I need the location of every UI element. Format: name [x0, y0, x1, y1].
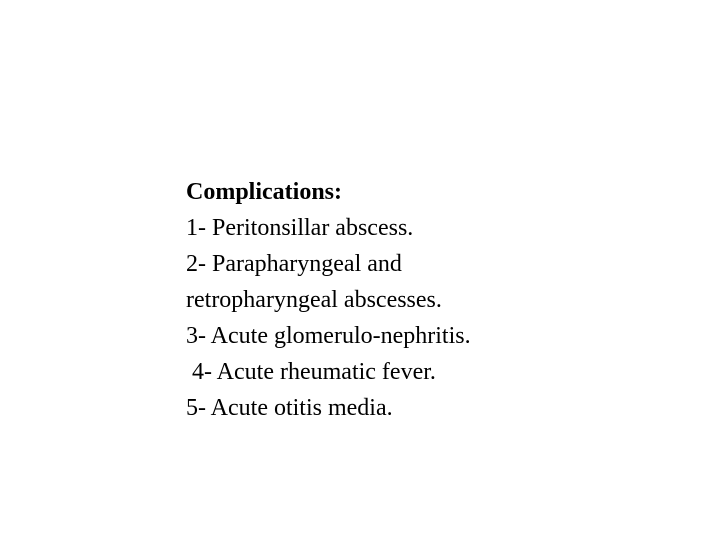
slide-heading: Complications:	[186, 179, 342, 205]
list-item: 1- Peritonsillar abscess.	[186, 215, 414, 241]
list-item: 5- Acute otitis media.	[186, 395, 393, 421]
slide-content	[186, 174, 686, 426]
list-item: 3- Acute glomerulo-nephritis.	[186, 323, 471, 349]
list-item: 2- Parapharyngeal and	[186, 251, 402, 277]
list-item: retropharyngeal abscesses.	[186, 287, 442, 313]
list-item: 4- Acute rheumatic fever.	[186, 359, 436, 385]
